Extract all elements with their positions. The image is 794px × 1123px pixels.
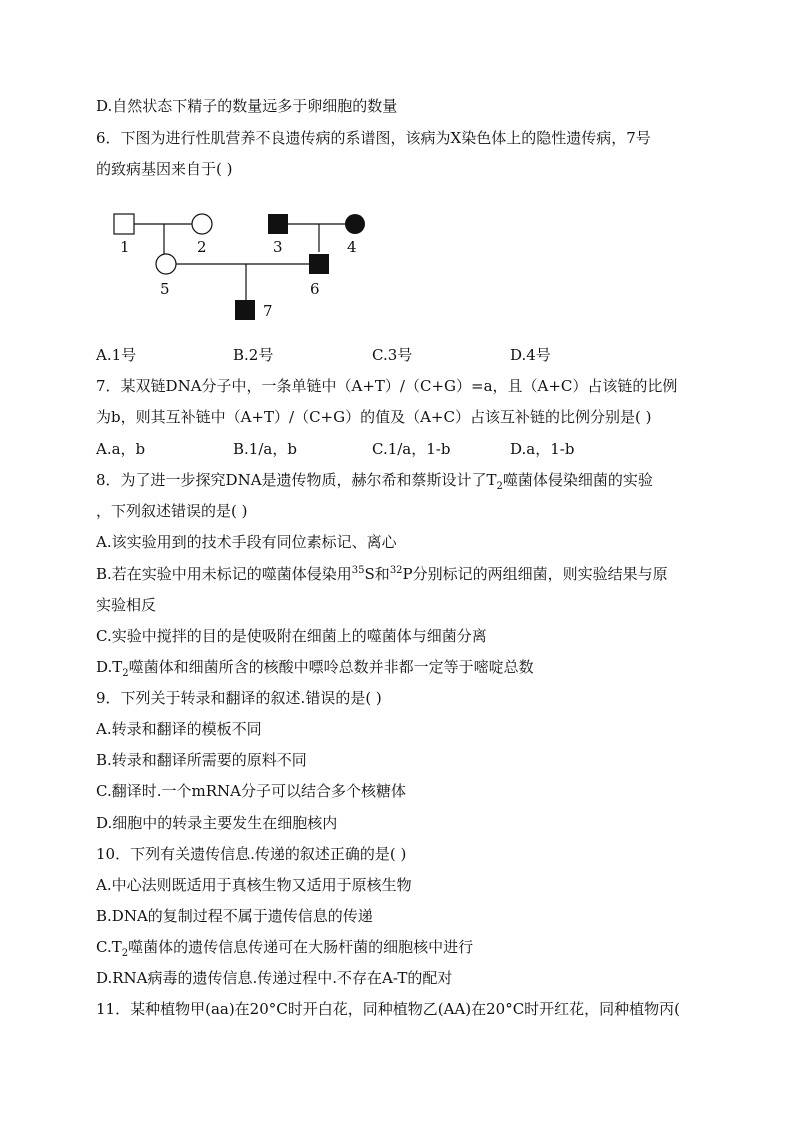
q8-option-a: A.该实验用到的技术手段有同位素标记、离心 xyxy=(96,533,397,551)
q10-option-c-sub: 2 xyxy=(121,948,129,959)
q10-stem: 10．下列有关遗传信息.传递的叙述正确的是( ) xyxy=(96,845,407,863)
q8-option-d-sub: 2 xyxy=(122,668,129,679)
q10-option-a: A.中心法则既适用于真核生物又适用于原核生物 xyxy=(96,876,412,894)
pedigree-label-6: 6 xyxy=(310,280,320,298)
q7-option-b: B.1/a，b xyxy=(233,440,297,458)
pedigree-label-2: 2 xyxy=(197,238,207,256)
pedigree-individual-2 xyxy=(192,214,212,234)
q10-option-b: B.DNA的复制过程不属于遗传信息的传递 xyxy=(96,907,373,925)
pedigree-individual-4 xyxy=(345,214,365,234)
pedigree-label-4: 4 xyxy=(347,238,357,256)
pedigree-label-5: 5 xyxy=(160,280,170,298)
q7-option-c: C.1/a，1-b xyxy=(372,440,451,458)
q7-stem-line1: 7．某双链DNA分子中，一条单链中（A+T）/（C+G）=a，且（A+C）占该链的比例 xyxy=(96,377,678,395)
q10-option-d: D.RNA病毒的遗传信息.传递过程中.不存在A-T的配对 xyxy=(96,969,453,987)
pedigree-individual-7 xyxy=(235,300,255,320)
q5-option-d: D.自然状态下精子的数量远多于卵细胞的数量 xyxy=(96,97,398,115)
q8-option-d-post: 噬菌体和细菌所含的核酸中嘌呤总数并非都一定等于嘧啶总数 xyxy=(128,658,534,676)
q8-option-b-mid: S和 xyxy=(364,565,390,583)
q6-stem-line2: 的致病基因来自于( ) xyxy=(96,160,233,178)
pedigree-label-1: 1 xyxy=(120,238,130,256)
q10-option-c xyxy=(96,937,473,957)
q8-option-b-line2: 实验相反 xyxy=(96,596,157,614)
q7-option-a: A.a，b xyxy=(96,440,146,458)
q8-stem-pre: 8．为了进一步探究DNA是遗传物质，赫尔希和蔡斯设计了T xyxy=(96,471,497,489)
q8-option-d-pre: D.T xyxy=(96,658,123,676)
pedigree-individual-6 xyxy=(309,254,329,274)
q8-stem-line1 xyxy=(96,470,653,490)
pedigree-individual-3 xyxy=(268,214,288,234)
q8-option-b-post: P分别标记的两组细菌，则实验结果与原 xyxy=(402,565,668,583)
q8-option-c: C.实验中搅拌的目的是使吸附在细菌上的噬菌体与细菌分离 xyxy=(96,627,487,645)
q6-option-d: D.4号 xyxy=(510,346,551,364)
pedigree-individual-5 xyxy=(156,254,176,274)
q9-option-c: C.翻译时.一个mRNA分子可以结合多个核糖体 xyxy=(96,782,406,800)
q10-option-c-pre: C.T xyxy=(96,938,122,956)
q8-stem-sub: 2 xyxy=(496,481,503,492)
q6-option-a: A.1号 xyxy=(96,346,137,364)
q10-option-c-post: 噬菌体的遗传信息传递可在大肠杆菌的细胞核中进行 xyxy=(128,938,474,956)
q9-option-b: B.转录和翻译所需要的原料不同 xyxy=(96,751,307,769)
q7-stem-line2: 为b，则其互补链中（A+T）/（C+G）的值及（A+C）占该互补链的比例分别是( ) xyxy=(96,408,652,426)
q9-stem: 9．下列关于转录和翻译的叙述.错误的是( ) xyxy=(96,689,382,707)
q8-stem-post: 噬菌体侵染细菌的实验 xyxy=(502,471,653,489)
q6-stem-line1: 6．下图为进行性肌营养不良遗传病的系谱图，该病为X染色体上的隐性遗传病，7号 xyxy=(96,129,651,147)
q8-option-b xyxy=(96,564,668,584)
pedigree-individual-1 xyxy=(114,214,134,234)
q6-option-b: B.2号 xyxy=(233,346,274,364)
q8-option-b-sup2: 32 xyxy=(389,565,403,576)
q9-option-d: D.细胞中的转录主要发生在细胞核内 xyxy=(96,814,338,832)
pedigree-label-7: 7 xyxy=(263,302,273,320)
q8-option-d xyxy=(96,657,534,677)
q7-option-d: D.a，1-b xyxy=(510,440,575,458)
q9-option-a: A.转录和翻译的模板不同 xyxy=(96,720,262,738)
q8-option-b-sup1: 35 xyxy=(351,565,365,576)
pedigree-diagram xyxy=(96,196,357,326)
pedigree-label-3: 3 xyxy=(273,238,283,256)
q8-stem-line2: ，下列叙述错误的是( ) xyxy=(96,502,248,520)
q11-stem-line1: 11．某种植物甲(aa)在20°C时开白花，同种植物乙(AA)在20°C时开红花，同种植物丙( xyxy=(96,1000,681,1018)
q6-option-c: C.3号 xyxy=(372,346,413,364)
q8-option-b-pre: B.若在实验中用未标记的噬菌体侵染用 xyxy=(96,565,352,583)
